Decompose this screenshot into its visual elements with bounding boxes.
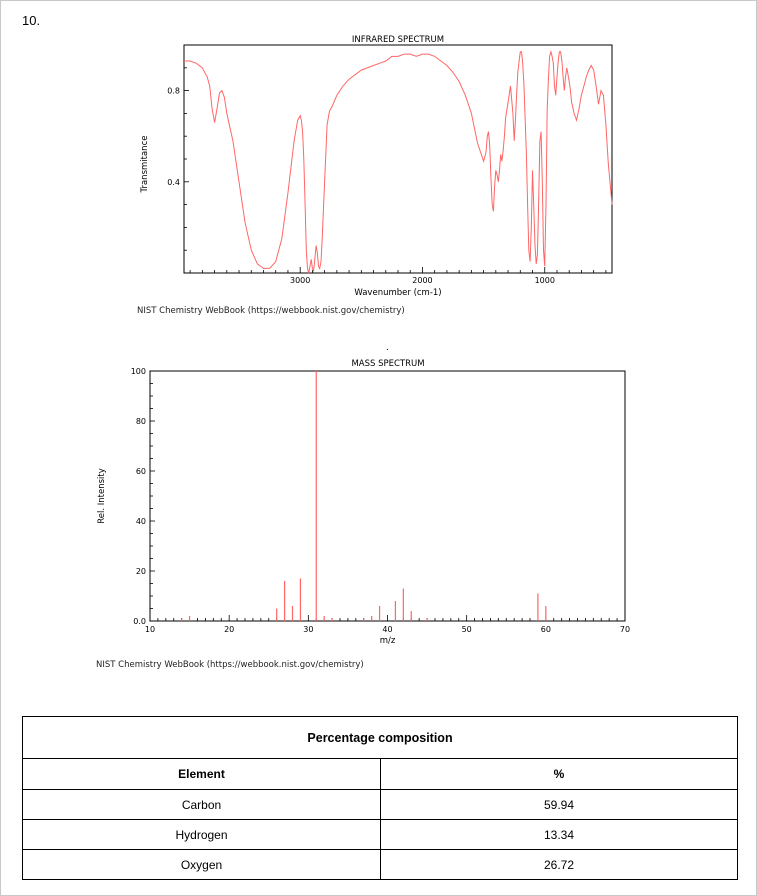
ms-y-tick-label: 60 xyxy=(135,467,146,476)
table-row xyxy=(23,850,738,880)
dot-mark: . xyxy=(386,342,389,353)
ms-y-tick-label: 0.0 xyxy=(133,617,146,626)
ms-y-tick-label: 20 xyxy=(135,567,146,576)
ir-y-axis-label: Transmitance xyxy=(140,135,150,193)
ms-x-tick-label: 20 xyxy=(224,625,235,634)
percent-cell: 13.34 xyxy=(381,820,738,850)
ms-credit: NIST Chemistry WebBook (https://webbook.nist.gov/chemistry) xyxy=(96,660,364,670)
composition-table xyxy=(22,716,738,880)
ms-x-tick-label: 40 xyxy=(382,625,393,634)
ms-y-tick-label: 40 xyxy=(135,517,146,526)
percent-cell: 59.94 xyxy=(381,790,738,820)
ir-plot-frame xyxy=(184,45,612,273)
table-caption: Percentage composition xyxy=(23,717,738,759)
mass-spectrum-chart xyxy=(0,340,757,660)
ir-x-tick-label: 1000 xyxy=(534,276,555,285)
ir-y-tick-label: 0.4 xyxy=(167,177,180,187)
table-row xyxy=(23,820,738,850)
ms-y-tick-label: 100 xyxy=(130,367,146,376)
ms-title: MASS SPECTRUM xyxy=(351,359,425,369)
ms-y-tick-label: 80 xyxy=(135,417,146,426)
ms-x-tick-label: 30 xyxy=(303,625,314,634)
ir-x-tick-label: 2000 xyxy=(412,276,433,285)
ir-transmittance-line xyxy=(184,52,612,273)
table-row xyxy=(23,790,738,820)
element-cell: Oxygen xyxy=(23,850,381,880)
ir-credit: NIST Chemistry WebBook (https://webbook.nist.gov/chemistry) xyxy=(137,306,405,316)
ms-plot-frame xyxy=(150,371,625,621)
ir-spectrum-chart xyxy=(0,0,757,330)
ms-x-tick-label: 70 xyxy=(619,625,631,634)
header-percent: % xyxy=(381,759,738,790)
question-number: 10. xyxy=(22,13,41,28)
header-element: Element xyxy=(23,759,381,790)
element-cell: Hydrogen xyxy=(23,820,381,850)
element-cell: Carbon xyxy=(23,790,381,820)
ir-x-tick-label: 3000 xyxy=(289,276,311,285)
ms-x-tick-label: 10 xyxy=(144,625,156,634)
ir-title: INFRARED SPECTRUM xyxy=(351,35,445,45)
ms-x-tick-label: 50 xyxy=(461,625,472,634)
percent-cell: 26.72 xyxy=(381,850,738,880)
ms-x-axis-label: m/z xyxy=(379,636,396,646)
ir-x-axis-label: Wavenumber (cm-1) xyxy=(354,288,442,298)
ir-y-tick-label: 0.8 xyxy=(167,86,180,96)
ms-y-axis-label: Rel. Intensity xyxy=(97,468,107,524)
ms-x-tick-label: 60 xyxy=(540,625,551,634)
